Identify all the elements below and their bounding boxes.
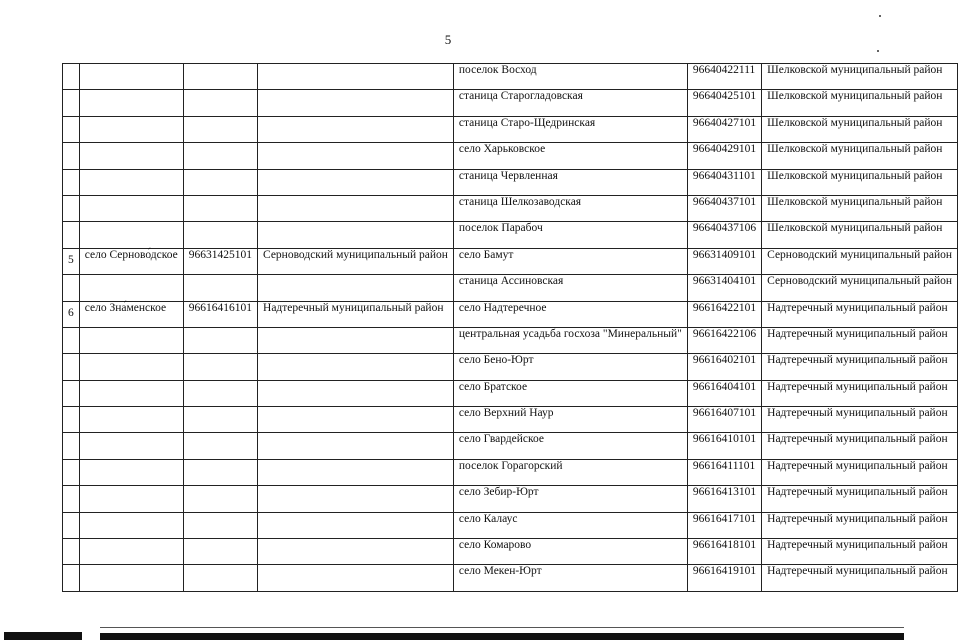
table-body: [63, 64, 958, 592]
place-district-cell: Серноводский муниципальный район: [762, 275, 958, 301]
place-cell: станица Шелкозаводская: [453, 195, 687, 221]
code-cell: 96616417101: [687, 512, 761, 538]
place-district-cell: Надтеречный муниципальный район: [762, 486, 958, 512]
row-number-cell: [63, 354, 80, 380]
code-cell: 96640429101: [687, 143, 761, 169]
settlement-cell: [79, 407, 183, 433]
settlement-cell: [79, 169, 183, 195]
place-district-cell: Надтеречный муниципальный район: [762, 459, 958, 485]
district-cell: [258, 380, 454, 406]
code-cell: 96640437101: [687, 195, 761, 221]
row-number-cell: [63, 407, 80, 433]
place-cell: станица Червленная: [453, 169, 687, 195]
table-row: [63, 64, 958, 90]
row-number-cell: [63, 380, 80, 406]
table-row: [63, 222, 958, 248]
oktmo-cell: [183, 565, 257, 591]
table-row: [63, 407, 958, 433]
district-cell: [258, 433, 454, 459]
district-cell: [258, 327, 454, 353]
oktmo-cell: [183, 222, 257, 248]
code-cell: 96616407101: [687, 407, 761, 433]
row-number-cell: [63, 512, 80, 538]
settlement-cell: село Зна́менское: [79, 301, 183, 327]
place-district-cell: Надтеречный муниципальный район: [762, 565, 958, 591]
district-cell: [258, 459, 454, 485]
settlement-cell: [79, 143, 183, 169]
district-cell: Серноводский муниципальный район: [258, 248, 454, 274]
place-cell: село Мекен-Юрт: [453, 565, 687, 591]
code-cell: 96616404101: [687, 380, 761, 406]
oktmo-cell: [183, 354, 257, 380]
row-number-cell: 6: [63, 301, 80, 327]
table-row: [63, 380, 958, 406]
settlement-cell: [79, 380, 183, 406]
place-district-cell: Надтеречный муниципальный район: [762, 327, 958, 353]
district-cell: [258, 90, 454, 116]
code-cell: 96616413101: [687, 486, 761, 512]
place-district-cell: Шелковской муниципальный район: [762, 90, 958, 116]
place-cell: поселок Восход: [453, 64, 687, 90]
table-row: [63, 486, 958, 512]
row-number-cell: [63, 222, 80, 248]
place-cell: село Гвардейское: [453, 433, 687, 459]
place-district-cell: Надтеречный муниципальный район: [762, 301, 958, 327]
district-cell: [258, 565, 454, 591]
district-cell: [258, 169, 454, 195]
place-cell: станица Ассиновская: [453, 275, 687, 301]
settlement-cell: [79, 222, 183, 248]
place-district-cell: Надтеречный муниципальный район: [762, 380, 958, 406]
settlement-cell: [79, 565, 183, 591]
code-cell: 96616422106: [687, 327, 761, 353]
table-row: [63, 248, 958, 274]
oktmo-cell: [183, 90, 257, 116]
district-cell: [258, 143, 454, 169]
place-district-cell: Шелковской муниципальный район: [762, 195, 958, 221]
code-cell: 96640437106: [687, 222, 761, 248]
table-row: [63, 195, 958, 221]
row-number-cell: [63, 169, 80, 195]
table-row: [63, 275, 958, 301]
district-cell: [258, 64, 454, 90]
oktmo-cell: [183, 512, 257, 538]
oktmo-cell: [183, 275, 257, 301]
table-row: [63, 433, 958, 459]
scan-speck: [879, 15, 881, 17]
row-number-cell: [63, 195, 80, 221]
district-cell: [258, 275, 454, 301]
place-district-cell: Шелковской муниципальный район: [762, 143, 958, 169]
place-cell: село Верхний Наур: [453, 407, 687, 433]
row-number-cell: [63, 90, 80, 116]
scan-edge-band: [100, 633, 904, 640]
code-cell: 96631404101: [687, 275, 761, 301]
oktmo-cell: [183, 407, 257, 433]
code-cell: 96640422111: [687, 64, 761, 90]
table-row: [63, 327, 958, 353]
district-cell: [258, 486, 454, 512]
row-number-cell: [63, 275, 80, 301]
district-cell: [258, 222, 454, 248]
scan-edge-line: [100, 627, 904, 628]
place-cell: поселок Горагорский: [453, 459, 687, 485]
district-cell: [258, 539, 454, 565]
oktmo-cell: [183, 143, 257, 169]
place-cell: село Бамут: [453, 248, 687, 274]
settlement-cell: [79, 354, 183, 380]
place-cell: село Калаус: [453, 512, 687, 538]
table-row: [63, 539, 958, 565]
place-district-cell: Шелковской муниципальный район: [762, 64, 958, 90]
row-number-cell: [63, 143, 80, 169]
district-cell: [258, 407, 454, 433]
row-number-cell: [63, 327, 80, 353]
table-row: [63, 143, 958, 169]
table-row: [63, 354, 958, 380]
settlement-cell: [79, 275, 183, 301]
table-row: [63, 116, 958, 142]
settlement-cell: [79, 116, 183, 142]
oktmo-cell: [183, 195, 257, 221]
table-row: [63, 90, 958, 116]
place-district-cell: Надтеречный муниципальный район: [762, 354, 958, 380]
table-row: [63, 459, 958, 485]
oktmo-cell: 96631425101: [183, 248, 257, 274]
code-cell: 96616422101: [687, 301, 761, 327]
oktmo-cell: [183, 486, 257, 512]
place-district-cell: Шелковской муниципальный район: [762, 116, 958, 142]
place-district-cell: Надтеречный муниципальный район: [762, 539, 958, 565]
place-cell: село Надтеречное: [453, 301, 687, 327]
code-cell: 96616410101: [687, 433, 761, 459]
code-cell: 96616411101: [687, 459, 761, 485]
place-district-cell: Шелковской муниципальный район: [762, 222, 958, 248]
place-cell: село Братское: [453, 380, 687, 406]
district-cell: [258, 512, 454, 538]
table-row: [63, 512, 958, 538]
code-cell: 96640431101: [687, 169, 761, 195]
settlement-cell: село Серново́дское: [79, 248, 183, 274]
oktmo-cell: [183, 327, 257, 353]
code-cell: 96640425101: [687, 90, 761, 116]
table-row: [63, 169, 958, 195]
row-number-cell: [63, 486, 80, 512]
oktmo-cell: [183, 459, 257, 485]
code-cell: 96631409101: [687, 248, 761, 274]
oktmo-cell: [183, 64, 257, 90]
settlement-cell: [79, 90, 183, 116]
district-cell: [258, 354, 454, 380]
place-cell: село Харьковское: [453, 143, 687, 169]
oktmo-cell: [183, 539, 257, 565]
table-row: [63, 301, 958, 327]
scan-speck: [877, 50, 879, 52]
oktmo-cell: [183, 116, 257, 142]
place-district-cell: Надтеречный муниципальный район: [762, 512, 958, 538]
settlement-cell: [79, 195, 183, 221]
oktmo-cell: [183, 380, 257, 406]
place-cell: село Бено-Юрт: [453, 354, 687, 380]
row-number-cell: [63, 565, 80, 591]
code-cell: 96616402101: [687, 354, 761, 380]
place-cell: центральная усадьба госхоза "Минеральный": [453, 327, 687, 353]
scan-edge-band: [4, 632, 82, 640]
place-cell: станица Старо-Щедринская: [453, 116, 687, 142]
code-cell: 96616418101: [687, 539, 761, 565]
place-district-cell: Шелковской муниципальный район: [762, 169, 958, 195]
settlements-table: [62, 63, 958, 592]
row-number-cell: [63, 433, 80, 459]
page-number: 5: [444, 32, 452, 47]
row-number-cell: [63, 116, 80, 142]
settlement-cell: [79, 486, 183, 512]
district-cell: [258, 195, 454, 221]
row-number-cell: [63, 64, 80, 90]
settlement-cell: [79, 433, 183, 459]
row-number-cell: 5: [63, 248, 80, 274]
settlement-cell: [79, 327, 183, 353]
place-district-cell: Серноводский муниципальный район: [762, 248, 958, 274]
place-cell: село Зебир-Юрт: [453, 486, 687, 512]
place-cell: село Комарово: [453, 539, 687, 565]
oktmo-cell: [183, 433, 257, 459]
place-cell: поселок Парабоч: [453, 222, 687, 248]
settlement-cell: [79, 459, 183, 485]
district-cell: [258, 116, 454, 142]
oktmo-cell: [183, 169, 257, 195]
place-cell: станица Старогладовская: [453, 90, 687, 116]
settlement-cell: [79, 512, 183, 538]
settlement-cell: [79, 64, 183, 90]
row-number-cell: [63, 539, 80, 565]
table-row: [63, 565, 958, 591]
code-cell: 96640427101: [687, 116, 761, 142]
settlement-cell: [79, 539, 183, 565]
district-cell: Надтеречный муниципальный район: [258, 301, 454, 327]
code-cell: 96616419101: [687, 565, 761, 591]
row-number-cell: [63, 459, 80, 485]
place-district-cell: Надтеречный муниципальный район: [762, 407, 958, 433]
place-district-cell: Надтеречный муниципальный район: [762, 433, 958, 459]
oktmo-cell: 96616416101: [183, 301, 257, 327]
